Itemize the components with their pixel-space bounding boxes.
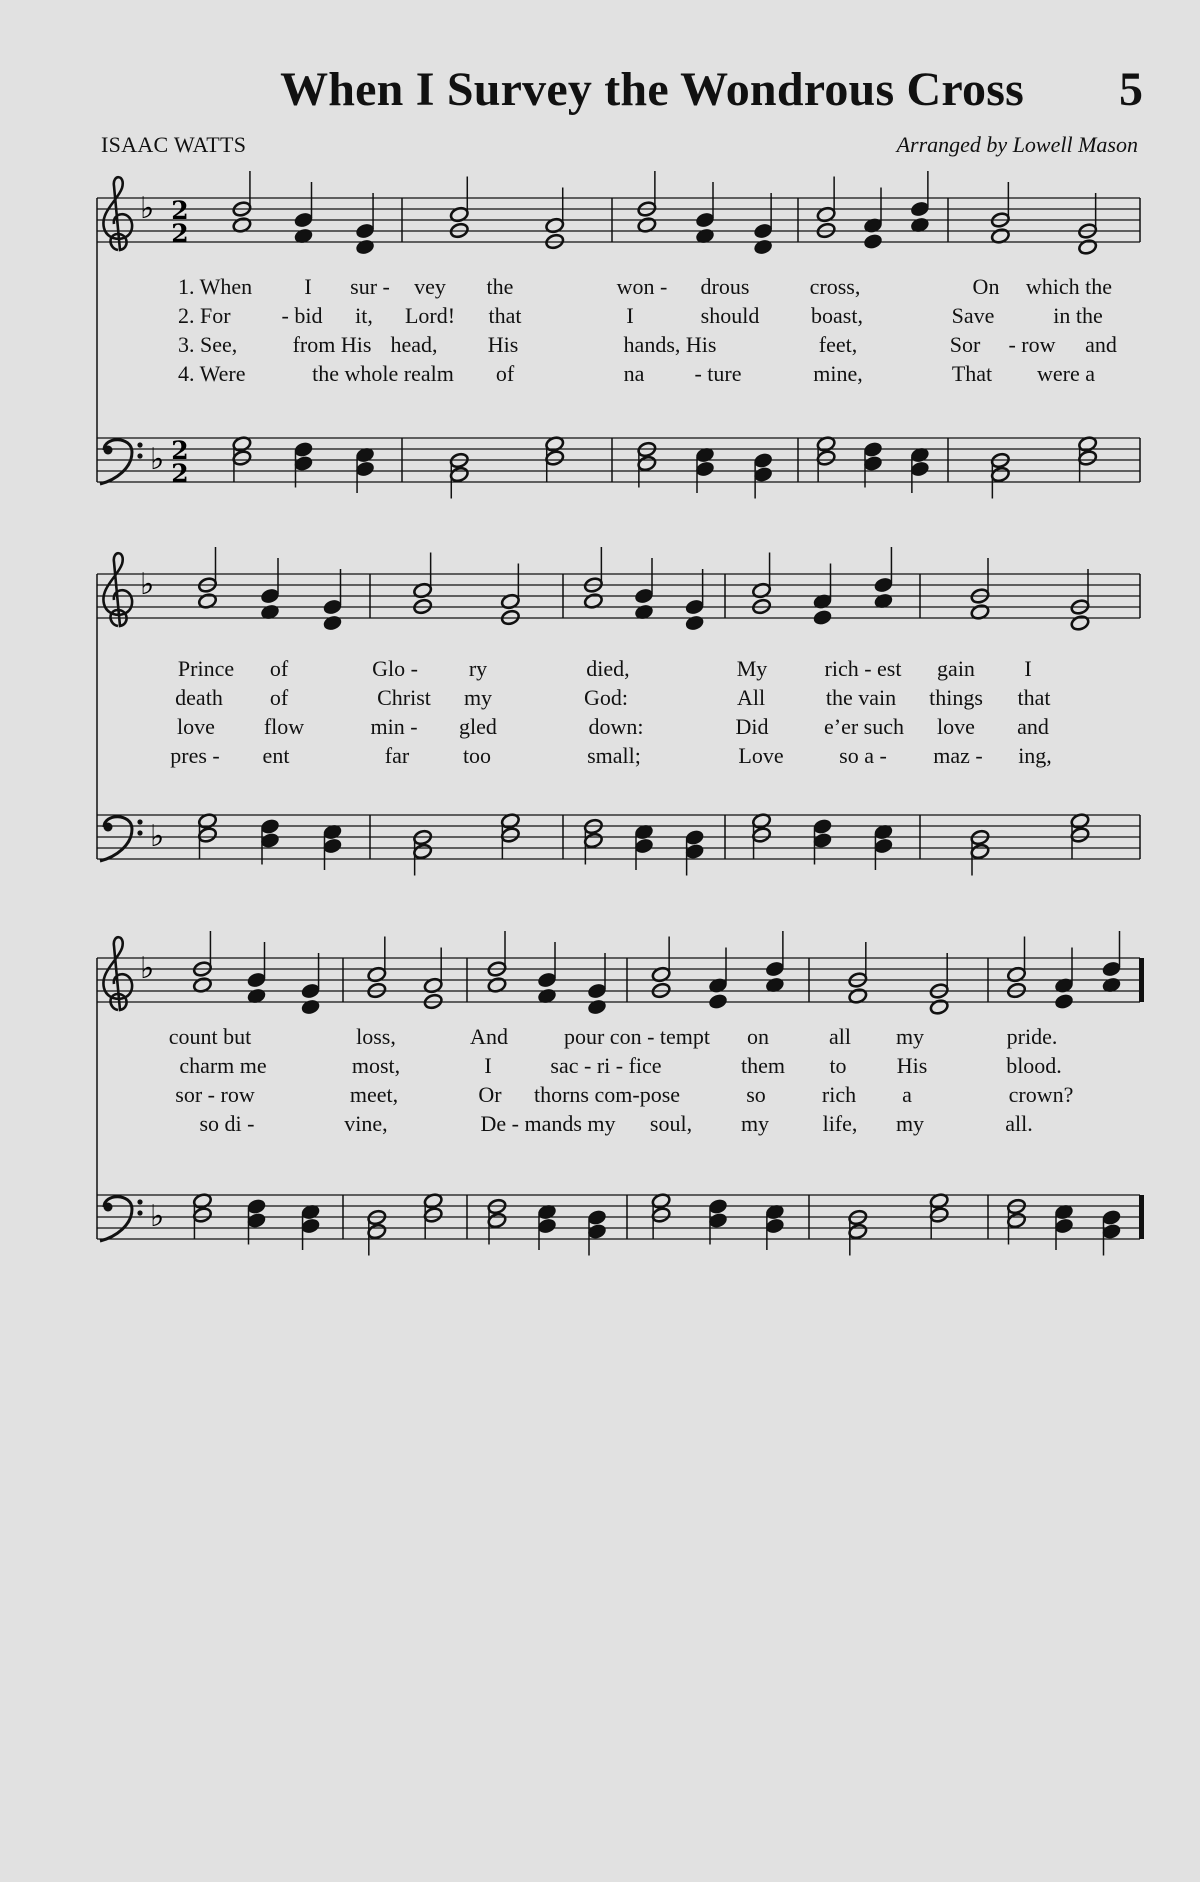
lyric-syllable: that xyxy=(488,303,522,328)
lyric-syllable: De - mands my xyxy=(480,1111,616,1136)
notehead xyxy=(587,998,607,1015)
lyric-syllable: charm me xyxy=(179,1053,267,1078)
notehead xyxy=(1054,1217,1074,1234)
flat-key-signature-icon: ♭ xyxy=(140,191,155,226)
notehead xyxy=(929,998,949,1015)
lyric-syllable: drous xyxy=(700,274,750,299)
lyric-syllable: them xyxy=(741,1053,785,1078)
notehead xyxy=(246,1212,266,1229)
notehead xyxy=(537,1217,557,1234)
lyric-syllable: Love xyxy=(738,743,784,768)
lyric-syllable: of xyxy=(269,656,289,681)
notehead xyxy=(765,1217,785,1234)
lyric-syllable: that xyxy=(1017,685,1051,710)
lyric-syllable: my xyxy=(740,1111,770,1136)
lyric-syllable: His xyxy=(896,1053,928,1078)
lyric-syllable: loss, xyxy=(356,1024,396,1049)
lyric-syllable: were a xyxy=(1036,361,1096,386)
lyric-syllable: ing, xyxy=(1018,743,1052,768)
lyric-syllable: soul, xyxy=(649,1111,693,1136)
lyric-syllable: That xyxy=(951,361,993,386)
lyric-syllable: rich xyxy=(821,1082,857,1107)
bass-clef-icon xyxy=(100,1197,132,1241)
lyric-syllable: head, xyxy=(390,332,438,357)
time-signature-numerator: 2 xyxy=(171,196,189,225)
notehead xyxy=(587,982,607,999)
lyric-syllable: to xyxy=(829,1053,847,1078)
lyric-syllable: pride. xyxy=(1006,1024,1058,1049)
hymn-title: When I Survey the Wondrous Cross xyxy=(280,63,1024,116)
lyric-syllable: of xyxy=(269,685,289,710)
verse-2-line-3 xyxy=(0,1053,1200,1081)
lyric-syllable: cross, xyxy=(809,274,861,299)
lyric-syllable: it, xyxy=(355,303,373,328)
lyric-syllable: - row xyxy=(1008,332,1056,357)
notehead xyxy=(246,1198,266,1215)
lyric-syllable: maz - xyxy=(933,743,983,768)
lyric-syllable: my xyxy=(895,1111,925,1136)
lyric-syllable: My xyxy=(736,656,768,681)
notehead xyxy=(708,1198,728,1215)
lyric-syllable: of xyxy=(495,361,515,386)
lyric-syllable: Lord! xyxy=(404,303,456,328)
lyric-syllable: should xyxy=(700,303,760,328)
notehead xyxy=(708,1212,728,1229)
lyric-syllable: blood. xyxy=(1006,1053,1062,1078)
hymn-number: 5 xyxy=(1119,63,1143,116)
arranger-credit: Arranged by Lowell Mason xyxy=(896,132,1138,157)
lyric-syllable: 3. See, xyxy=(178,332,238,357)
lyric-syllable: All xyxy=(736,685,766,710)
notehead xyxy=(708,993,728,1010)
lyric-syllable: God: xyxy=(584,685,628,710)
lyric-syllable: which the xyxy=(1025,274,1113,299)
flat-key-signature-icon: ♭ xyxy=(140,567,155,602)
notehead xyxy=(301,998,321,1015)
lyric-syllable: flow xyxy=(263,714,305,739)
lyric-syllable: Save xyxy=(951,303,995,328)
lyric-syllable: in the xyxy=(1053,303,1103,328)
notehead xyxy=(1101,1209,1121,1226)
lyric-syllable: I xyxy=(626,303,634,328)
lyric-syllable: things xyxy=(929,685,983,710)
lyric-syllable: life, xyxy=(822,1111,858,1136)
lyric-syllable: Prince xyxy=(177,656,235,681)
author-credit: ISAAC WATTS xyxy=(101,132,247,157)
lyric-syllable: vine, xyxy=(344,1111,388,1136)
verse-3-line-3 xyxy=(0,1082,1200,1110)
lyric-syllable: my xyxy=(895,1024,925,1049)
lyric-syllable: on xyxy=(747,1024,769,1049)
lyric-syllable: pres - xyxy=(170,743,220,768)
lyric-syllable: I xyxy=(484,1053,492,1078)
lyric-syllable: death xyxy=(175,685,223,710)
final-barline xyxy=(1139,958,1144,1002)
lyric-syllable: too xyxy=(462,743,492,768)
lyric-syllable: na xyxy=(623,361,645,386)
flat-key-signature-icon: ♭ xyxy=(140,951,155,986)
lyric-syllable: 2. For xyxy=(178,303,231,328)
lyric-syllable: gain xyxy=(937,656,975,681)
lyric-syllable: meet, xyxy=(349,1082,399,1107)
lyric-syllable: all xyxy=(829,1024,851,1049)
lyric-syllable: ry xyxy=(468,656,488,681)
notehead xyxy=(1006,1212,1026,1229)
lyric-syllable: pour con - tempt xyxy=(563,1024,711,1049)
lyric-syllable: the xyxy=(486,274,514,299)
lyric-syllable: the whole realm xyxy=(312,361,454,386)
notehead xyxy=(192,1206,212,1223)
lyric-syllable: Glo - xyxy=(372,656,418,681)
lyric-syllable: sac - ri - fice xyxy=(550,1053,662,1078)
lyric-syllable: down: xyxy=(588,714,644,739)
lyric-syllable: Did xyxy=(735,714,769,739)
lyric-syllable: love xyxy=(177,714,215,739)
flat-key-signature-icon: ♭ xyxy=(150,819,165,854)
notehead xyxy=(1101,1223,1121,1240)
notehead xyxy=(537,971,557,988)
lyric-syllable: - ture xyxy=(694,361,742,386)
lyric-syllable: count but xyxy=(168,1024,252,1049)
treble-clef-icon xyxy=(103,937,132,1010)
lyric-syllable: rich - est xyxy=(824,656,902,681)
lyric-syllable: died, xyxy=(586,656,630,681)
lyric-syllable: from His xyxy=(292,332,372,357)
flat-key-signature-icon: ♭ xyxy=(150,1199,165,1234)
lyric-syllable: love xyxy=(937,714,975,739)
lyric-syllable: And xyxy=(470,1024,508,1049)
time-signature-numerator: 2 xyxy=(171,436,189,465)
notehead xyxy=(929,1206,949,1223)
lyric-syllable: small; xyxy=(587,743,641,768)
lyric-syllable: 4. Were xyxy=(178,361,246,386)
lyric-syllable: thorns com-pose xyxy=(533,1082,681,1107)
notehead xyxy=(301,1217,321,1234)
lyric-syllable: Or xyxy=(478,1082,502,1107)
lyric-syllable: my xyxy=(463,685,493,710)
final-barline xyxy=(1139,1195,1144,1239)
lyric-syllable: crown? xyxy=(1008,1082,1074,1107)
bass-clef-dot xyxy=(137,1199,142,1204)
lyric-syllable: so di - xyxy=(199,1111,255,1136)
notehead xyxy=(587,1223,607,1240)
lyric-syllable: On xyxy=(972,274,1000,299)
lyric-syllable: hands, His xyxy=(623,332,717,357)
lyric-syllable: far xyxy=(384,743,410,768)
lyric-syllable: feet, xyxy=(818,332,858,357)
time-signature-denominator: 2 xyxy=(171,219,189,248)
lyric-syllable: Sor xyxy=(949,332,981,357)
lyric-syllable: Christ xyxy=(377,685,431,710)
notehead xyxy=(765,960,785,977)
lyric-syllable: mine, xyxy=(813,361,863,386)
lyric-syllable: and xyxy=(1085,332,1117,357)
lyric-syllable: I xyxy=(304,274,312,299)
lyric-syllable: e’er such xyxy=(823,714,905,739)
lyric-syllable: I xyxy=(1024,656,1032,681)
notehead xyxy=(848,1223,868,1240)
bass-clef-dot xyxy=(137,1210,142,1215)
lyric-syllable: most, xyxy=(351,1053,401,1078)
lyric-syllable: sor - row xyxy=(175,1082,255,1107)
flat-key-signature-icon: ♭ xyxy=(150,442,165,477)
lyric-syllable: all. xyxy=(1005,1111,1033,1136)
notehead xyxy=(587,1209,607,1226)
notehead xyxy=(423,1206,443,1223)
lyric-syllable: the vain xyxy=(825,685,897,710)
lyric-syllable: - bid xyxy=(281,303,323,328)
notehead xyxy=(301,982,321,999)
lyric-syllable: boast, xyxy=(811,303,863,328)
notehead xyxy=(367,1223,387,1240)
notehead xyxy=(1054,993,1074,1010)
notehead xyxy=(1101,960,1121,977)
verse-4-line-3 xyxy=(0,1111,1200,1139)
bass-clef-dot xyxy=(104,1203,113,1212)
lyric-syllable: ent xyxy=(262,743,290,768)
lyric-syllable: min - xyxy=(370,714,418,739)
lyric-syllable: so a - xyxy=(839,743,887,768)
lyric-syllable: and xyxy=(1017,714,1049,739)
notehead xyxy=(487,1212,507,1229)
lyric-syllable: gled xyxy=(459,714,497,739)
verse-1-line-3 xyxy=(0,1024,1200,1052)
lyric-syllable: His xyxy=(487,332,519,357)
lyric-syllable: a xyxy=(902,1082,912,1107)
notehead xyxy=(651,1206,671,1223)
notehead xyxy=(246,971,266,988)
lyric-syllable: 1. When xyxy=(178,274,253,299)
lyric-syllable: vey xyxy=(414,274,446,299)
time-signature-denominator: 2 xyxy=(171,459,189,488)
lyric-syllable: so xyxy=(746,1082,766,1107)
lyric-syllable: sur - xyxy=(350,274,390,299)
lyric-syllable: won - xyxy=(616,274,668,299)
